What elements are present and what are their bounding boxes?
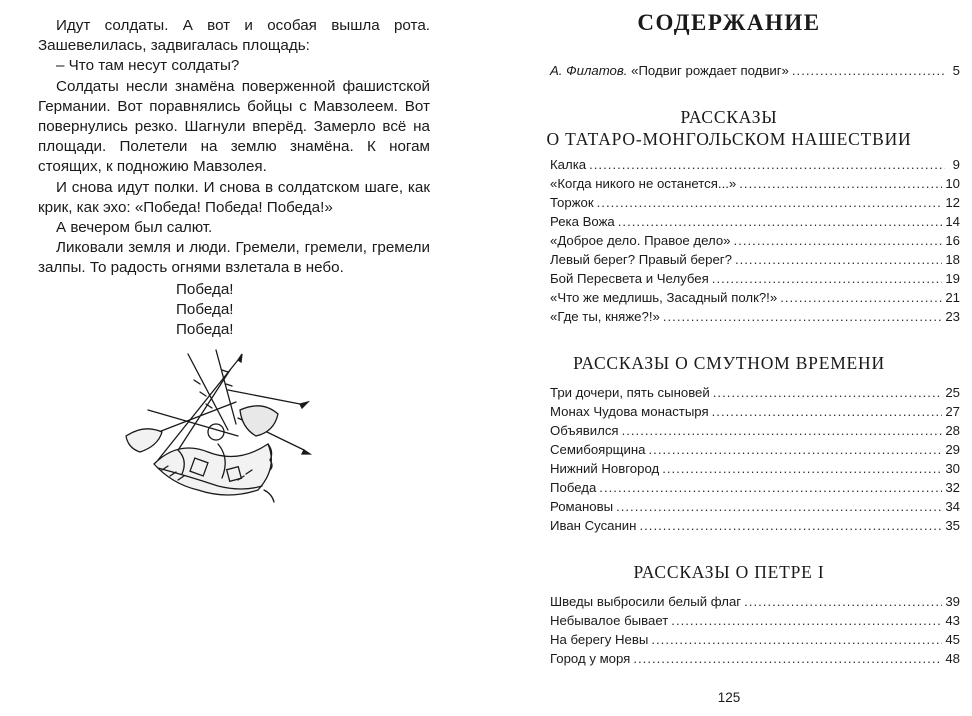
toc-page-number: 18: [945, 252, 960, 267]
page-title: СОДЕРЖАНИЕ: [637, 10, 821, 35]
toc-entry-title: На берегу Невы: [550, 632, 649, 647]
page-number: 125: [717, 690, 741, 705]
toc-entry-title: Нижний Новгород: [550, 461, 660, 476]
toc-entry: [550, 612, 960, 630]
toc-entry: [550, 498, 960, 516]
toc-entry-title: Торжок: [550, 195, 594, 210]
section-heading-line: РАССКАЗЫ О ПЕТРЕ I: [633, 562, 825, 582]
toc-page-number: 27: [945, 404, 960, 419]
paragraph: А вечером был салют.: [56, 219, 213, 237]
toc-entry-title: Романовы: [550, 499, 614, 514]
toc-page-number: 14: [945, 214, 960, 229]
verse-line: Победа!: [176, 321, 234, 339]
toc-page-number: 45: [945, 632, 960, 647]
toc-entry-title: Семибоярщина: [550, 442, 646, 457]
leader-dots: [599, 479, 942, 497]
story-text: [38, 16, 430, 279]
toc-entry-title: «Подвиг рождает подвиг»: [631, 63, 789, 78]
verse-line: Победа!: [176, 281, 234, 298]
leader-dots: [671, 612, 942, 630]
toc-entry-title: «Что же медлишь, Засадный полк?!»: [550, 290, 778, 305]
leader-dots: [618, 213, 943, 231]
toc-page-number: 9: [952, 157, 960, 172]
leader-dots: [713, 384, 943, 402]
leader-dots: [744, 593, 942, 611]
paragraph: – Что там несут солдаты?: [56, 57, 240, 75]
section-heading-line: О ТАТАРО-МОНГОЛЬСКОМ НАШЕСТВИИ: [546, 129, 912, 149]
toc-entry-title: Иван Сусанин: [550, 518, 637, 533]
leader-dots: [616, 498, 942, 516]
toc-entry: [550, 593, 960, 611]
toc-author: А. Филатов.: [550, 63, 628, 78]
leader-dots: [633, 650, 942, 668]
toc-entry: [550, 631, 960, 649]
leader-dots: [639, 517, 942, 535]
toc-entry: [550, 175, 960, 193]
toc-entry-title: «Где ты, княже?!»: [550, 309, 660, 324]
leader-dots: [589, 156, 945, 174]
toc-entry-title: «Когда никого не останется...»: [550, 176, 737, 191]
toc-entry: [550, 384, 960, 402]
leader-dots: [780, 289, 942, 307]
toc-entry: [550, 308, 960, 326]
toc-page-number: 30: [945, 461, 960, 476]
toc-entry: [550, 289, 960, 307]
toc-entry: [550, 62, 960, 80]
toc-page-number: 28: [945, 423, 960, 438]
toc-page-number: 25: [945, 385, 960, 400]
toc-page-number: 48: [945, 651, 960, 666]
leader-dots: [735, 251, 942, 269]
section-heading: [486, 561, 972, 583]
leader-dots: [712, 270, 943, 288]
toc-entry-title: Монах Чудова монастыря: [550, 404, 709, 419]
toc-entry: [550, 270, 960, 288]
victory-verse: [176, 280, 234, 341]
paragraph: Ликовали земля и люди. Гремели, гремели, гремели залпы. То радость огнями взлетала в небо.: [38, 239, 430, 277]
section-heading: [486, 106, 972, 150]
toc-entry-title: Левый берег? Правый берег?: [550, 252, 732, 267]
leader-dots: [622, 422, 943, 440]
toc-page-number: 43: [945, 613, 960, 628]
toc-entry-title: «Доброе дело. Правое дело»: [550, 233, 731, 248]
toc-entry-title: Бой Пересвета и Челубея: [550, 271, 709, 286]
toc-entry-title: Объявился: [550, 423, 619, 438]
section-heading-line: РАССКАЗЫ О СМУТНОМ ВРЕМЕНИ: [573, 353, 885, 373]
leader-dots: [663, 308, 943, 326]
toc-page-number: 39: [945, 594, 960, 609]
leader-dots: [597, 194, 943, 212]
toc-entry: [550, 403, 960, 421]
toc-page-number: 35: [945, 518, 960, 533]
toc-entry: [550, 422, 960, 440]
leader-dots: [662, 460, 942, 478]
section-heading: [486, 352, 972, 374]
toc-entry-title: Шведы выбросили белый флаг: [550, 594, 742, 609]
toc-page-number: 21: [945, 290, 960, 305]
toc-entry: [550, 479, 960, 497]
toc-entry-title: Три дочери, пять сыновей: [550, 385, 710, 400]
toc-page-number: 12: [945, 195, 960, 210]
toc-entry: [550, 232, 960, 250]
leader-dots: [734, 232, 943, 250]
toc-page-number: 19: [945, 271, 960, 286]
leader-dots: [712, 403, 943, 421]
toc-entry: [550, 650, 960, 668]
paragraph: И снова идут полки. И снова в солдатском шаге, как крик, как эхо: «Победа! Победа! Победа!»: [38, 178, 430, 216]
leader-dots: [792, 62, 945, 80]
toc-entry: [550, 194, 960, 212]
toc-page-number: 32: [945, 480, 960, 495]
verse-line: Победа!: [176, 301, 234, 319]
toc-page-number: 16: [945, 233, 960, 248]
toc-page-number: 5: [952, 63, 960, 78]
paragraph: Идут солдаты. А вот и особая вышла рота. Зашевелилась, задвигалась площадь:: [38, 17, 430, 55]
toc-entry-title: Калка: [550, 157, 587, 172]
fallen-banners-illustration: [118, 340, 318, 506]
leader-dots: [651, 631, 942, 649]
toc-page-number: 29: [945, 442, 960, 457]
toc-entry-title: Победа: [550, 480, 597, 495]
toc-entry: [550, 441, 960, 459]
toc-entry-title: Небывалое бывает: [550, 613, 669, 628]
right-page: [486, 0, 972, 716]
toc-entry: [550, 460, 960, 478]
toc-entry-title: Река Вожа: [550, 214, 615, 229]
toc-entry: [550, 517, 960, 535]
toc-entry: [550, 213, 960, 231]
toc-entry: [550, 251, 960, 269]
section-heading-line: РАССКАЗЫ: [680, 107, 778, 127]
toc-page-number: 10: [945, 176, 960, 191]
toc-entry: [550, 156, 960, 174]
toc-entry-title: Город у моря: [550, 651, 631, 666]
paragraph: Солдаты несли знамёна поверженной фашистской Германии. Вот поравнялись бойцы с Мавзолеем. Вот повернулись резко. Шагнули вперёд. Замерло всё на площади. Полетели на землю знамёна. К ногам стоящих, к подножию Мавзолея.: [38, 77, 430, 176]
toc-page-number: 34: [945, 499, 960, 514]
leader-dots: [649, 441, 943, 459]
leader-dots: [739, 175, 942, 193]
toc-page-number: 23: [945, 309, 960, 324]
